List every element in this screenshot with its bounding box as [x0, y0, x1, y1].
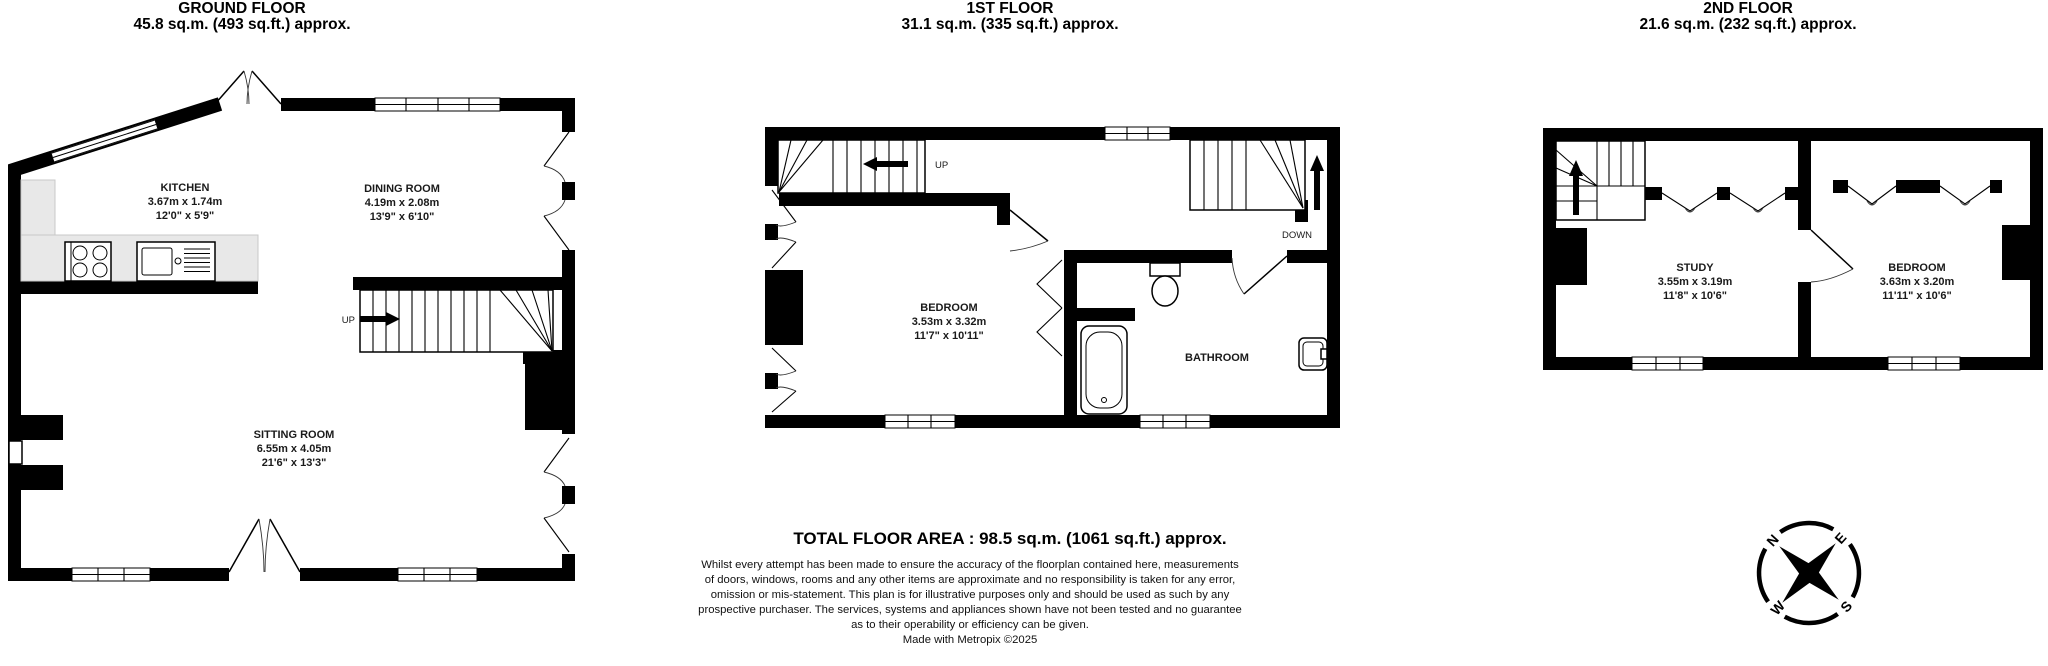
room-imperial: 11'11" x 10'6" [1882, 290, 1952, 302]
door-swing [215, 71, 281, 104]
window [398, 568, 477, 581]
room-label-dining [364, 183, 440, 223]
stove-icon [65, 242, 111, 281]
fireplace-recess [8, 415, 63, 490]
room-name: BEDROOM [920, 302, 978, 314]
room-metric: 6.55m x 4.05m [256, 443, 332, 455]
room-label-bathroom [1185, 352, 1249, 364]
compass-west: W [1767, 597, 1788, 619]
door-swing [1232, 249, 1287, 294]
floor-title-text: 1ST FLOOR [966, 0, 1054, 17]
bay-window [544, 132, 576, 250]
room-metric: 3.53m x 3.32m [911, 316, 987, 328]
window [52, 120, 158, 162]
room-metric: 3.63m x 3.20m [1879, 276, 1955, 288]
total-floor-area: TOTAL FLOOR AREA : 98.5 sq.m. (1061 sq.ft.) approx. [793, 529, 1227, 548]
ground-floor-title [52, 1, 432, 33]
eaves-line [1833, 180, 2002, 205]
room-label-bedroom2 [1880, 262, 1955, 302]
disclaimer-line: as to their operability or efficiency can be given. [851, 619, 1089, 631]
disclaimer-line: of doors, windows, rooms and any other items are approximate and no responsibility is taken for any error, [704, 574, 1236, 586]
bathtub-icon [1081, 326, 1127, 414]
staircase [342, 290, 553, 352]
room-imperial: 11'7" x 10'11" [914, 330, 984, 342]
door-swing [1811, 230, 1853, 282]
room-imperial: 21'6" x 13'3" [261, 457, 327, 469]
compass-rose [1744, 508, 1874, 638]
compass-east: E [1831, 529, 1850, 547]
stairs-up-label: UP [341, 315, 355, 326]
stairs-up-label: UP [935, 160, 949, 171]
window [375, 98, 500, 111]
disclaimer-line: prospective purchaser. The services, systems and appliances shown have not been tested and no guarantee [698, 604, 1242, 616]
ground-floor-plan [8, 62, 583, 590]
floor-title-text: 2ND FLOOR [1703, 0, 1793, 17]
compass-group [1744, 508, 1874, 638]
down-arrow-icon [1310, 155, 1324, 210]
window [1632, 357, 1703, 370]
room-label-sitting [254, 429, 335, 469]
room-metric: 4.19m x 2.08m [364, 197, 440, 209]
room-name: KITCHEN [160, 182, 210, 194]
disclaimer-line: Whilst every attempt has been made to ensure the accuracy of the floorplan contained here, measurements [701, 559, 1239, 571]
room-name: BATHROOM [1185, 352, 1249, 364]
room-imperial: 12'0" x 5'9" [155, 210, 215, 222]
eaves-line [1645, 187, 1798, 212]
door-swing [229, 519, 300, 582]
door-swing [1010, 210, 1048, 251]
staircase [1190, 140, 1324, 241]
sink-icon [1299, 338, 1327, 370]
room-name: SITTING ROOM [253, 429, 335, 441]
first-floor-title [820, 1, 1200, 33]
room-imperial: 11'8" x 10'6" [1663, 290, 1727, 302]
room-label-study [1658, 262, 1733, 302]
floor-area-text: 21.6 sq.m. (232 sq.ft.) approx. [1639, 16, 1857, 33]
room-name: STUDY [1676, 262, 1714, 274]
stairs-down-label: DOWN [1281, 230, 1313, 241]
floor-title-text: GROUND FLOOR [178, 0, 306, 17]
second-floor-title [1558, 1, 1938, 33]
wardrobe-doors [1037, 260, 1062, 356]
room-imperial: 13'9" x 6'10" [369, 211, 435, 223]
floor-area-text: 45.8 sq.m. (493 sq.ft.) approx. [133, 16, 351, 33]
room-metric: 3.67m x 1.74m [147, 196, 223, 208]
room-label-bedroom [912, 302, 987, 342]
room-label-kitchen [148, 182, 223, 222]
sink-icon [137, 242, 215, 281]
compass-south: S [1837, 597, 1856, 616]
window [1105, 127, 1170, 140]
disclaimer [690, 558, 1250, 648]
room-name: DINING ROOM [364, 183, 440, 195]
window [72, 568, 150, 581]
room-metric: 3.55m x 3.19m [1657, 276, 1733, 288]
window [1888, 357, 1960, 370]
room-name: BEDROOM [1888, 262, 1946, 274]
staircase [1556, 141, 1645, 220]
second-floor-plan [1540, 98, 2048, 383]
credit-line: Made with Metropix ©2025 [902, 634, 1038, 646]
staircase [778, 140, 948, 193]
first-floor-plan [765, 98, 1345, 443]
window [885, 415, 955, 428]
window [1140, 415, 1210, 428]
toilet-icon [1150, 263, 1180, 306]
bay-window [544, 434, 576, 554]
disclaimer-line: omission or mis-statement. This plan is for illustrative purposes only and should be used as such by any [710, 589, 1230, 601]
floor-area-text: 31.1 sq.m. (335 sq.ft.) approx. [901, 16, 1119, 33]
bay-window [765, 345, 796, 415]
compass-north: N [1763, 531, 1782, 550]
